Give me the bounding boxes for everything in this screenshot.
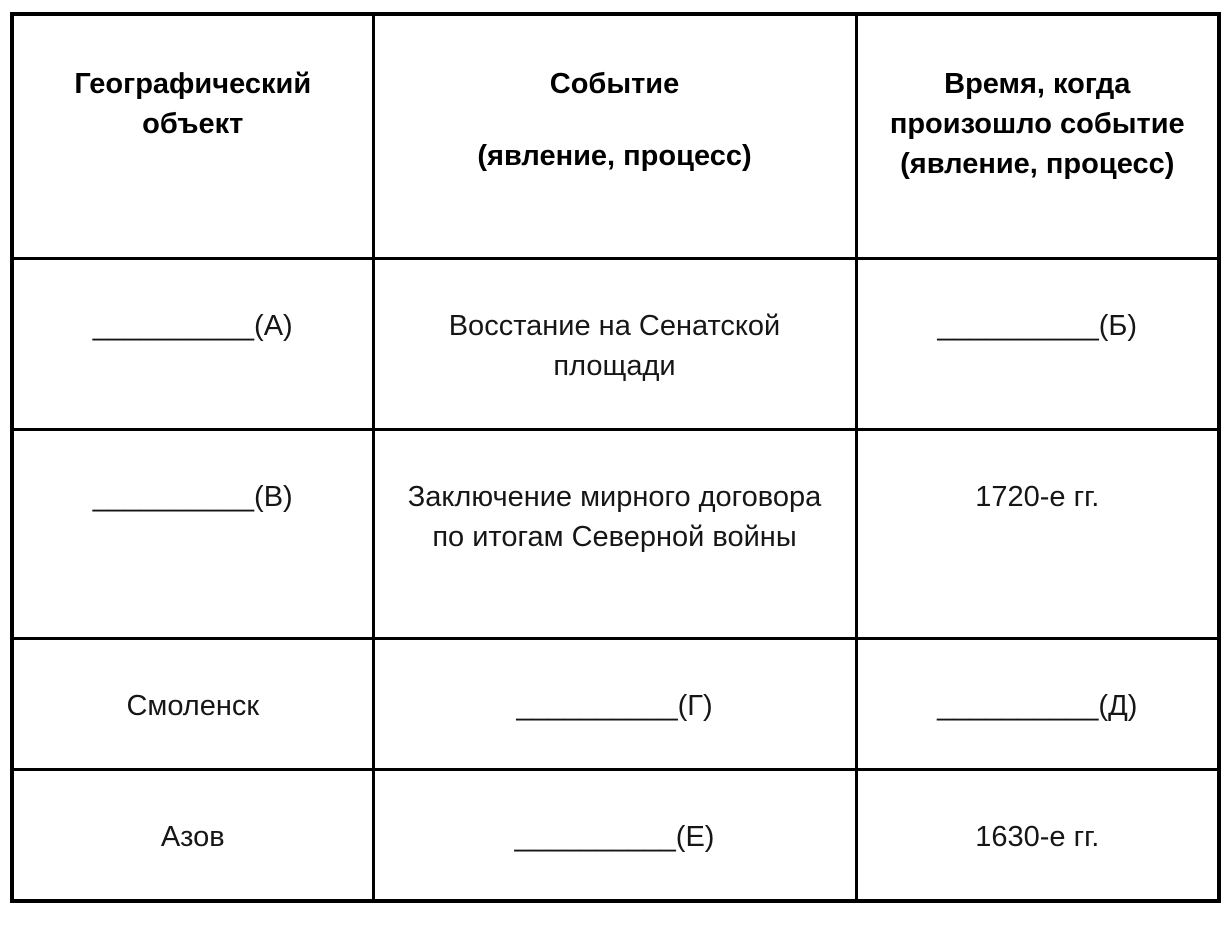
- events-table: [10, 12, 1221, 903]
- table-row: [12, 638, 1219, 769]
- cell-blank-b: __________(Б): [856, 258, 1219, 429]
- table-row: [12, 429, 1219, 638]
- cell-time-1630s: 1630-е гг.: [856, 769, 1219, 901]
- column-header-label: Время, когда произошло событие (явление, процесс): [889, 68, 1185, 180]
- cell-blank-g: __________(Г): [373, 638, 856, 769]
- table-header-row: [12, 14, 1219, 258]
- table-row: [12, 769, 1219, 901]
- cell-blank-a: __________(А): [12, 258, 373, 429]
- column-header-sublabel: (явление, процесс): [477, 140, 752, 172]
- column-header-label: Географический объект: [74, 68, 312, 140]
- column-header-label: Событие: [549, 68, 680, 100]
- cell-event-senate: Восстание на Сенатской площади: [373, 258, 856, 429]
- table-row: [12, 258, 1219, 429]
- column-header-time: [856, 14, 1219, 258]
- cell-blank-e: __________(Е): [373, 769, 856, 901]
- cell-event-treaty: Заключение мирного договора по итогам Северной войны: [373, 429, 856, 638]
- cell-blank-d: __________(Д): [856, 638, 1219, 769]
- cell-place-smolensk: Смоленск: [12, 638, 373, 769]
- cell-time-1720s: 1720-е гг.: [856, 429, 1219, 638]
- cell-place-azov: Азов: [12, 769, 373, 901]
- cell-blank-v: __________(В): [12, 429, 373, 638]
- column-header-geographic-object: [12, 14, 373, 258]
- column-header-event: [373, 14, 856, 258]
